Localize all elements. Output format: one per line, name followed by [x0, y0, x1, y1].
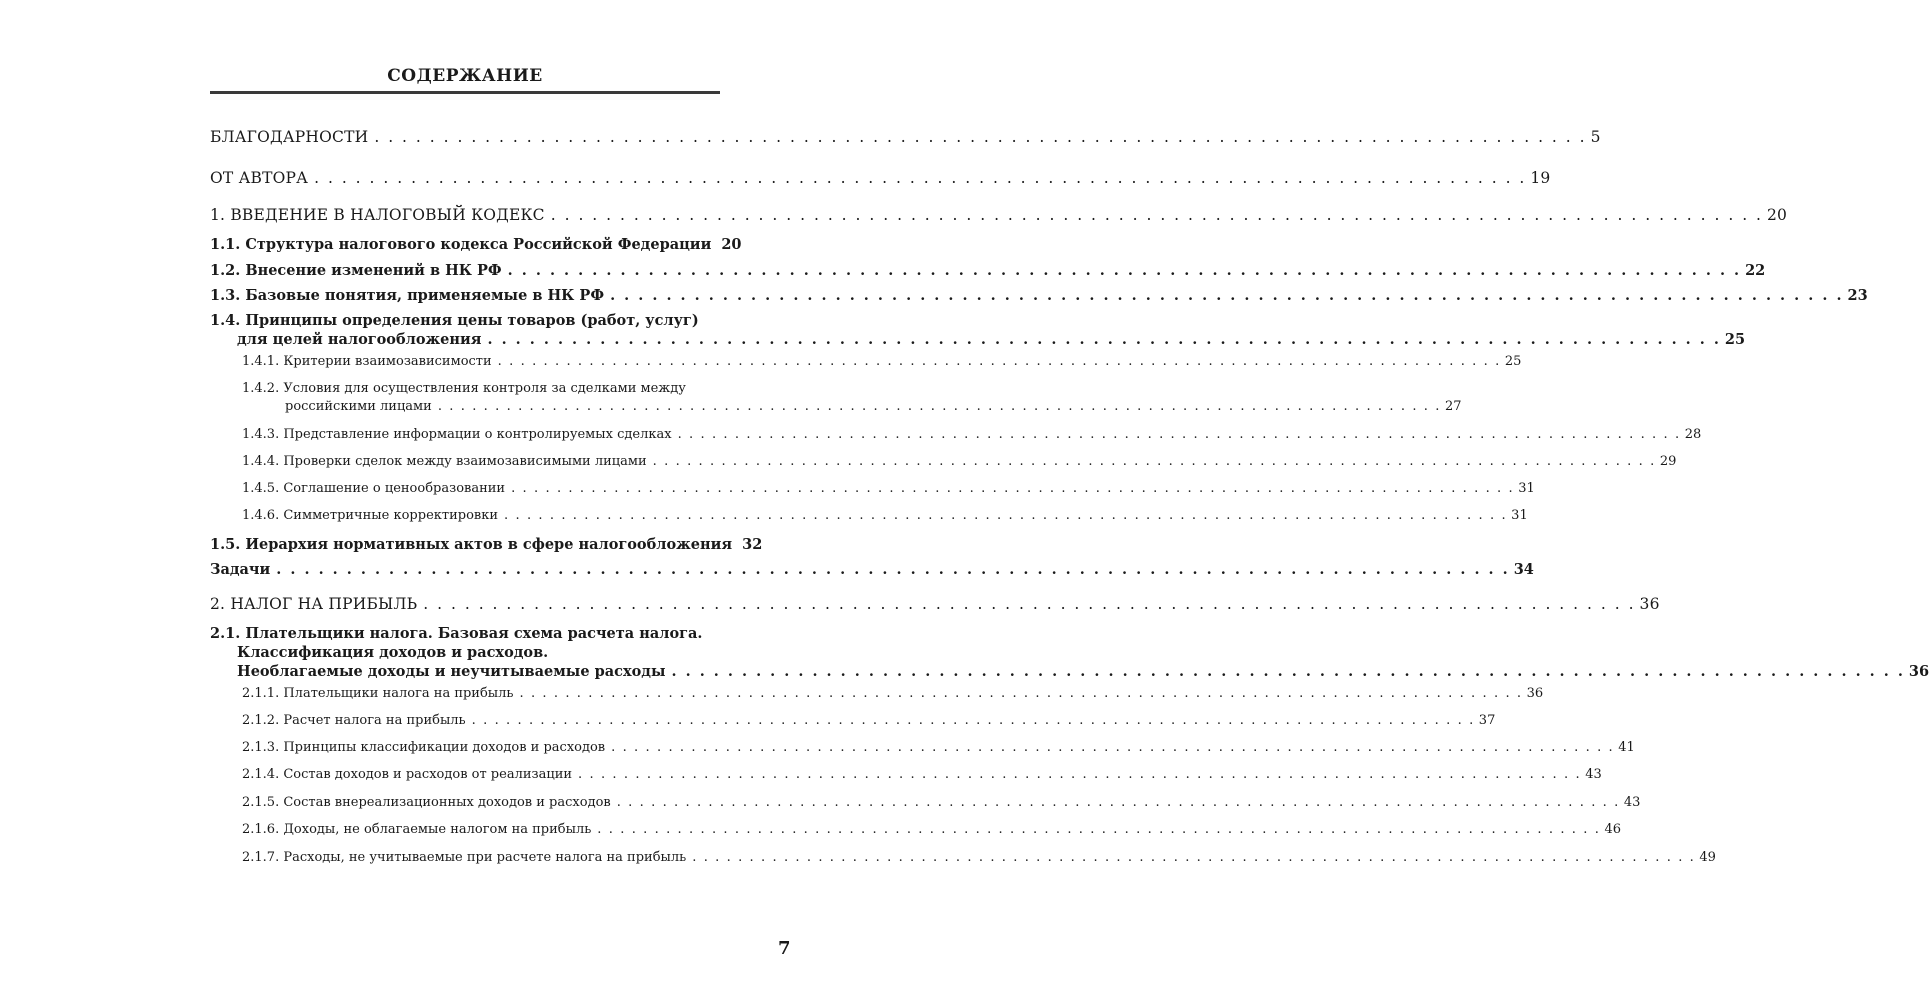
- toc-entry-title: 1.5. Иерархия нормативных актов в сфере налогообложения: [210, 536, 733, 553]
- toc-entry-title: 1.4.3. Представление информации о контролируемых сделках: [242, 427, 672, 442]
- toc-entry: [210, 287, 1868, 304]
- toc-entry-page: 20: [721, 236, 742, 253]
- toc-leader: . . . . . . . . . . . . . . . . . . . . . . . . . . . . . . . . . . . . . . . . . . . . . . . . . . . . . . . . . . . . . . . . . . . . . . . . . . . . . . . . . . . . . . . .: [652, 454, 1656, 469]
- toc-entry: [210, 508, 1528, 523]
- toc-entry-page: 34: [1513, 561, 1534, 578]
- toc-entry-page: 29: [1659, 454, 1677, 469]
- toc-entry: [210, 481, 1535, 496]
- toc-entry-title: 2. НАЛОГ НА ПРИБЫЛЬ: [210, 595, 418, 613]
- toc-leader: . . . . . . . . . . . . . . . . . . . . . . . . . . . . . . . . . . . . . . . . . . . . . . . . . . . . . . . . . . . . . . . . . . . . . . . . . . . . . . . . . . . . . . . .: [578, 767, 1582, 782]
- toc-entry-title-line: Классификация доходов и расходов.: [237, 644, 549, 661]
- toc-entry-title: 1.4.6. Симметричные корректировки: [242, 508, 499, 523]
- toc-entry-page: 23: [1847, 287, 1868, 304]
- toc-leader: . . . . . . . . . . . . . . . . . . . . . . . . . . . . . . . . . . . . . . . . . . . . . . . . . . . . . . . . . . . . . . . . . . . . . . . . . . . . . . . . . . . . . . . .: [550, 206, 1763, 224]
- page-title: СОДЕРЖАНИЕ: [387, 66, 543, 86]
- toc-leader: . . . . . . . . . . . . . . . . . . . . . . . . . . . . . . . . . . . . . . . . . . . . . . . . . . . . . . . . . . . . . . . . . . . . . . . . . . . . . . . . . . . . . . . .: [314, 169, 1527, 187]
- toc-entry: [210, 767, 1602, 782]
- toc-leader: . . . . . . . . . . . . . . . . . . . . . . . . . . . . . . . . . . . . . . . . . . . . . . . . . . . . . . . . . . . . . . . . . . . . . . . . . . . . . . . . . . . . . . . .: [276, 561, 1510, 578]
- toc-entry-page: 19: [1530, 169, 1551, 187]
- page-number: 7: [778, 938, 791, 959]
- toc-entry: [210, 536, 763, 553]
- toc-entry-title: 1.4.4. Проверки сделок между взаимозависимыми лицами: [242, 454, 647, 469]
- toc-entry-title: ОТ АВТОРА: [210, 169, 309, 187]
- toc-entry-title-line: 1.4.2. Условия для осуществления контроля за сделками между: [242, 381, 686, 396]
- toc-entry-page: 36: [1908, 663, 1929, 680]
- toc-entry-page: 31: [1518, 481, 1535, 496]
- toc-leader: . . . . . . . . . . . . . . . . . . . . . . . . . . . . . . . . . . . . . . . . . . . . . . . . . . . . . . . . . . . . . . . . . . . . . . . . . . . . . . . . . . . . . . . .: [497, 354, 1501, 369]
- toc-entry-title: 2.1.4. Состав доходов и расходов от реализации: [242, 767, 573, 782]
- toc-entry: [210, 236, 742, 253]
- toc-entry: [210, 128, 1601, 146]
- toc-entry-page: 20: [1766, 206, 1788, 224]
- toc-entry-page: 25: [1724, 331, 1746, 348]
- toc-leader: . . . . . . . . . . . . . . . . . . . . . . . . . . . . . . . . . . . . . . . . . . . . . . . . . . . . . . . . . . . . . . . . . . . . . . . . . . . . . . . . . . . . . . . .: [610, 287, 1844, 304]
- toc-leader: . . . . . . . . . . . . . . . . . . . . . . . . . . . . . . . . . . . . . . . . . . . . . . . . . . . . . . . . . . . . . . . . . . . . . . . . . . . . . . . . . . . . . . . .: [487, 331, 1721, 348]
- toc-entry-title: Необлагаемые доходы и неучитываемые расходы: [237, 663, 666, 680]
- toc-entry-page: 27: [1444, 399, 1462, 414]
- toc-leader: . . . . . . . . . . . . . . . . . . . . . . . . . . . . . . . . . . . . . . . . . . . . . . . . . . . . . . . . . . . . . . . . . . . . . . . . . . . . . . . . . . . . . . . .: [374, 128, 1587, 146]
- toc-entry-title: 2.1.7. Расходы, не учитываемые при расчете налога на прибыль: [242, 850, 687, 865]
- toc-leader: . . . . . . . . . . . . . . . . . . . . . . . . . . . . . . . . . . . . . . . . . . . . . . . . . . . . . . . . . . . . . . . . . . . . . . . . . . . . . . . . . . . . . . . .: [677, 427, 1681, 442]
- toc-leader: . . . . . . . . . . . . . . . . . . . . . . . . . . . . . . . . . . . . . . . . . . . . . . . . . . . . . . . . . . . . . . . . . . . . . . . . . . . . . . . . . . . . . . . .: [597, 822, 1601, 837]
- toc-leader: . . . . . . . . . . . . . . . . . . . . . . . . . . . . . . . . . . . . . . . . . . . . . . . . . . . . . . . . . . . . . . . . . . . . . . . . . . . . . . . . . . . . . . . .: [423, 595, 1636, 613]
- toc-entry-page: 25: [1504, 354, 1522, 369]
- toc-entry-title: 2.1.5. Состав внереализационных доходов и расходов: [242, 795, 611, 810]
- toc-entry-title-line: 1.4. Принципы определения цены товаров (работ, услуг): [210, 312, 699, 329]
- toc-leader: . . . . . . . . . . . . . . . . . . . . . . . . . . . . . . . . . . . . . . . . . . . . . . . . . . . . . . . . . . . . . . . . . . . . . . . . . . . . . . . . . . . . . . . .: [611, 740, 1615, 755]
- toc-leader: . . . . . . . . . . . . . . . . . . . . . . . . . . . . . . . . . . . . . . . . . . . . . . . . . . . . . . . . . . . . . . . . . . . . . . . . . . . . . . . . . . . . . . . .: [692, 850, 1696, 865]
- toc-leader: . . . . . . . . . . . . . . . . . . . . . . . . . . . . . . . . . . . . . . . . . . . . . . . . . . . . . . . . . . . . . . . . . . . . . . . . . . . . . . . . . . . . . . . .: [437, 399, 1441, 414]
- toc-entry-title-line: 2.1. Плательщики налога. Базовая схема расчета налога.: [210, 625, 703, 642]
- toc-entry: [210, 686, 1544, 701]
- toc-leader: . . . . . . . . . . . . . . . . . . . . . . . . . . . . . . . . . . . . . . . . . . . . . . . . . . . . . . . . . . . . . . . . . . . . . . . . . . . . . . . . . . . . . . . .: [671, 663, 1905, 680]
- toc-entry-title: 1.4.1. Критерии взаимозависимости: [242, 354, 492, 369]
- toc-entry: [237, 663, 1929, 680]
- toc-entry-page: 36: [1526, 686, 1544, 701]
- toc-leader: . . . . . . . . . . . . . . . . . . . . . . . . . . . . . . . . . . . . . . . . . . . . . . . . . . . . . . . . . . . . . . . . . . . . . . . . . . . . . . . . . . . . . . . .: [511, 481, 1515, 496]
- toc-entry-page: 36: [1639, 595, 1660, 613]
- toc-entry-title: 2.1.2. Расчет налога на прибыль: [242, 713, 466, 728]
- toc-entry-title: Задачи: [210, 561, 271, 578]
- toc-entry-title: 1.2. Внесение изменений в НК РФ: [210, 262, 502, 279]
- toc-entry-page: 28: [1684, 427, 1702, 442]
- toc-entry-title: российскими лицами: [285, 399, 432, 414]
- toc-entry-page: 49: [1699, 850, 1716, 865]
- toc-entry: [210, 262, 1766, 279]
- toc-entry: [210, 713, 1496, 728]
- toc-entry-title: 1. ВВЕДЕНИЕ В НАЛОГОВЫЙ КОДЕКС: [210, 206, 545, 224]
- toc-entry-title: 2.1.3. Принципы классификации доходов и расходов: [242, 740, 606, 755]
- toc-entry: [237, 331, 1746, 348]
- toc-leader: . . . . . . . . . . . . . . . . . . . . . . . . . . . . . . . . . . . . . . . . . . . . . . . . . . . . . . . . . . . . . . . . . . . . . . . . . . . . . . . . . . . . . . . .: [616, 795, 1620, 810]
- toc-entry-page: 46: [1604, 822, 1621, 837]
- toc-entry-page: 43: [1623, 795, 1641, 810]
- toc-entry: [210, 169, 1551, 187]
- toc-entry-page: 41: [1618, 740, 1635, 755]
- toc-entry-page: 31: [1511, 508, 1528, 523]
- toc-entry: [210, 595, 1660, 613]
- toc-entry: [210, 354, 1522, 369]
- toc-entry-title: 1.3. Базовые понятия, применяемые в НК РФ: [210, 287, 605, 304]
- toc-entry: [210, 206, 1788, 224]
- toc-entry-title: 2.1.6. Доходы, не облагаемые налогом на прибыль: [242, 822, 592, 837]
- title-rule: [210, 91, 720, 94]
- toc-entry-title: БЛАГОДАРНОСТИ: [210, 128, 369, 146]
- toc-entry: [210, 822, 1621, 837]
- toc-entry-title: 1.1. Структура налогового кодекса Российской Федерации: [210, 236, 712, 253]
- toc-entry: [285, 399, 1462, 414]
- toc-leader: . . . . . . . . . . . . . . . . . . . . . . . . . . . . . . . . . . . . . . . . . . . . . . . . . . . . . . . . . . . . . . . . . . . . . . . . . . . . . . . . . . . . . . . .: [471, 713, 1475, 728]
- toc-entry-page: 32: [742, 536, 763, 553]
- toc-entry: [210, 427, 1702, 442]
- toc-entry: [210, 795, 1641, 810]
- toc-entry: [210, 561, 1534, 578]
- toc-entry: [210, 740, 1635, 755]
- toc-entry-page: 43: [1585, 767, 1602, 782]
- toc-leader: . . . . . . . . . . . . . . . . . . . . . . . . . . . . . . . . . . . . . . . . . . . . . . . . . . . . . . . . . . . . . . . . . . . . . . . . . . . . . . . . . . . . . . . .: [504, 508, 1508, 523]
- toc-entry-page: 22: [1745, 262, 1766, 279]
- toc-entry: [210, 454, 1677, 469]
- toc-entry-page: 5: [1590, 128, 1601, 146]
- toc-entry-title: 2.1.1. Плательщики налога на прибыль: [242, 686, 514, 701]
- toc-entry-page: 37: [1478, 713, 1496, 728]
- toc-leader: . . . . . . . . . . . . . . . . . . . . . . . . . . . . . . . . . . . . . . . . . . . . . . . . . . . . . . . . . . . . . . . . . . . . . . . . . . . . . . . . . . . . . . . .: [519, 686, 1523, 701]
- toc-entry: [210, 850, 1716, 865]
- toc-entry-title: 1.4.5. Соглашение о ценообразовании: [242, 481, 506, 496]
- toc-entry-title: для целей налогообложения: [237, 331, 482, 348]
- toc-leader: . . . . . . . . . . . . . . . . . . . . . . . . . . . . . . . . . . . . . . . . . . . . . . . . . . . . . . . . . . . . . . . . . . . . . . . . . . . . . . . . . . . . . . . .: [507, 262, 1742, 279]
